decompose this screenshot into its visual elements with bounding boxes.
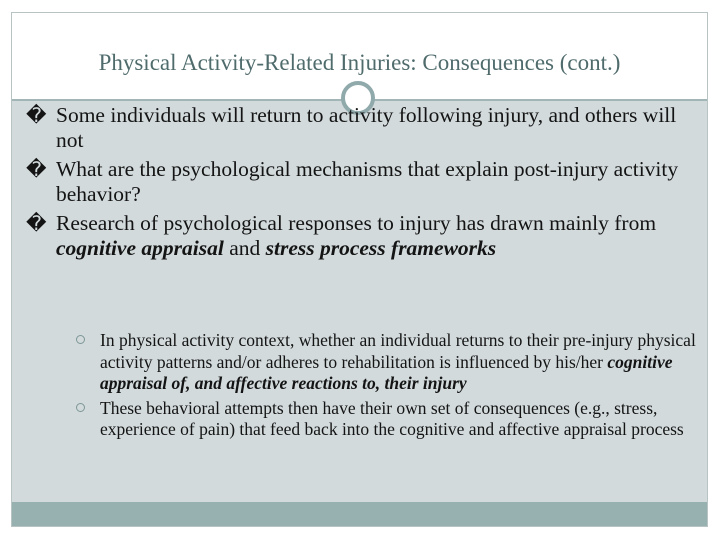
bullet-marker-icon: � [26,159,47,181]
emphasis-text: cognitive appraisal [56,236,224,260]
sub-bullet-item [74,330,696,395]
sub-bullet-item [74,398,696,441]
bullet-text-part: and [223,236,266,260]
emphasis-text: cognitive appraisal of, and affective reactions to, their injury [100,351,673,393]
bullet-text-part: Research of psychological responses to injury has drawn mainly from [56,211,657,235]
sub-bullet-text: These behavioral attempts then have their own set of consequences (e.g., stress, experience of pain) that feed back into the cognitive and affective appraisal process [100,397,684,439]
sub-bullet-list [26,330,696,444]
circle-bullet-icon [76,403,85,412]
bullet-text: What are the psychological mechanisms that explain post-injury activity behavior? [56,157,679,206]
bullet-item [26,103,696,153]
slide-title: Physical Activity-Related Injuries: Consequences (cont.) [98,50,621,75]
circle-bullet-icon [76,335,85,344]
bullet-list [26,103,696,269]
emphasis-text: stress process frameworks [265,236,497,260]
bullet-item [26,157,696,207]
sub-bullet-text-part: In physical activity context, whether an individual returns to their pre-injury physical activity patterns and/or adheres to rehabilitation is influenced by his/her [100,330,696,372]
bullet-marker-icon: � [26,213,47,235]
bullet-marker-icon: � [26,105,47,127]
bullet-item [26,211,696,261]
bullet-text: Some individuals will return to activity following injury, and others will not [56,103,677,152]
footer-bar [12,502,707,526]
